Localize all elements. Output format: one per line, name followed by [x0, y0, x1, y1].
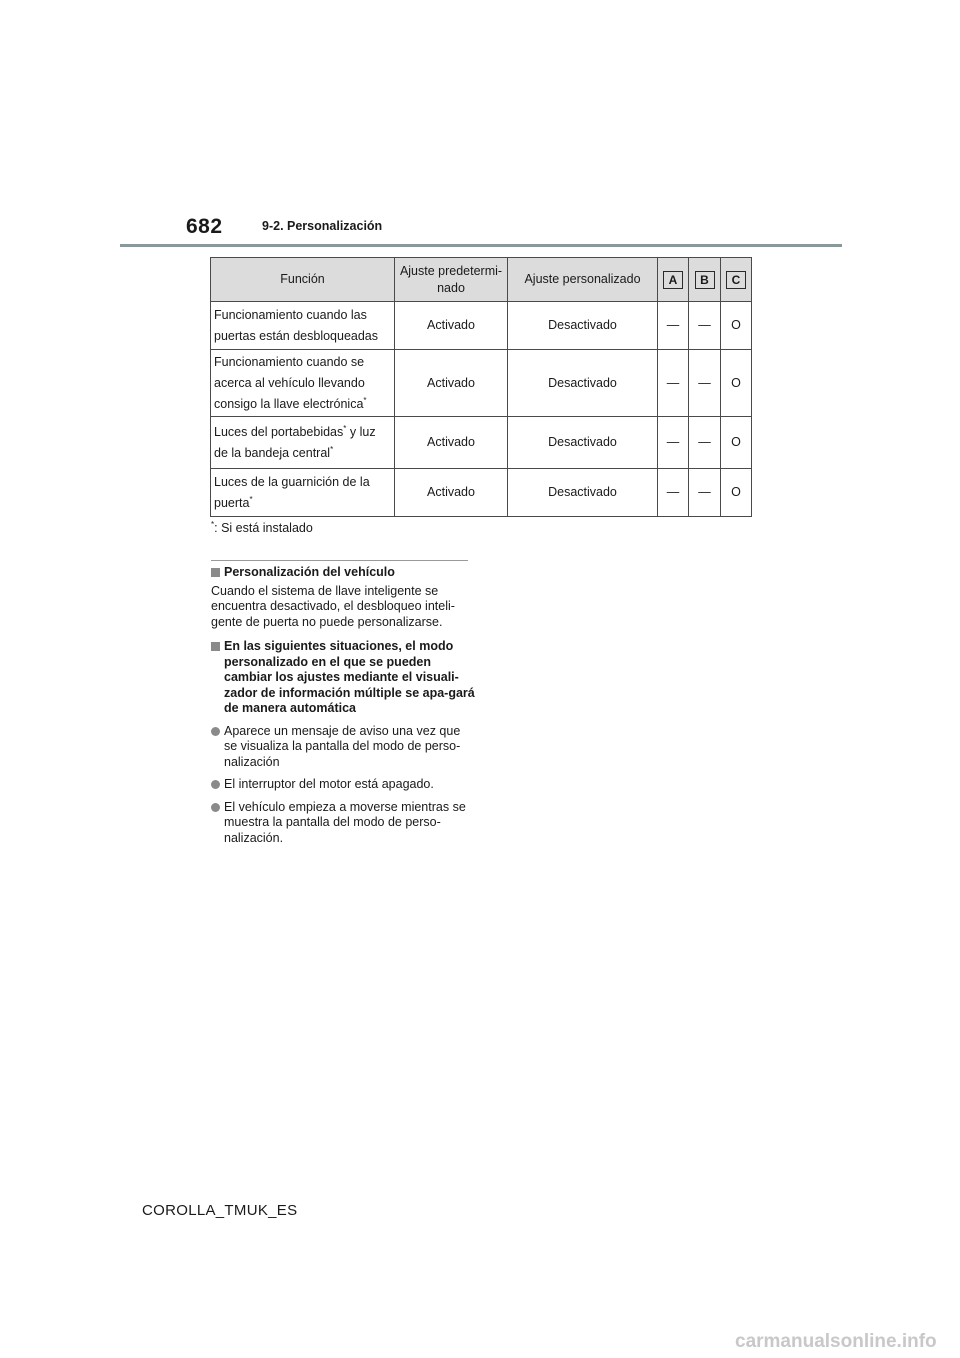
header-b	[689, 258, 721, 302]
table-row	[211, 417, 752, 469]
table-row	[211, 469, 752, 517]
c-cell: O	[721, 302, 752, 350]
subheading-auto-off: En las siguientes situaciones, el modo personalizado en el que se pueden cambiar los ajustes mediante el visuali-zador de información múltiple se apa-gará de manera automática	[211, 639, 476, 717]
square-bullet-icon	[211, 568, 220, 577]
default-cell: Activado	[395, 469, 508, 517]
a-box-icon: A	[663, 271, 683, 289]
a-cell: —	[658, 350, 689, 417]
section-divider	[211, 560, 468, 561]
custom-cell: Desactivado	[508, 302, 658, 350]
a-cell: —	[658, 302, 689, 350]
function-cell: Luces de la guarnición de la puerta*	[211, 469, 395, 517]
b-cell: —	[689, 417, 721, 469]
circle-bullet-icon	[211, 727, 220, 736]
a-cell: —	[658, 417, 689, 469]
document-code: COROLLA_TMUK_ES	[142, 1202, 298, 1219]
b-cell: —	[689, 302, 721, 350]
function-cell: Funcionamiento cuando se acerca al vehículo llevando consigo la llave electrónica*	[211, 350, 395, 417]
notes-body	[211, 565, 476, 846]
subheading-vehicle: Personalización del vehículo	[211, 565, 476, 581]
square-bullet-icon	[211, 642, 220, 651]
list-item: El vehículo empieza a moverse mientras se muestra la pantalla del modo de perso-nalización.	[211, 800, 476, 847]
default-cell: Activado	[395, 350, 508, 417]
c-cell: O	[721, 350, 752, 417]
table-header-row	[211, 258, 752, 302]
c-box-icon: C	[726, 271, 746, 289]
header-c	[721, 258, 752, 302]
footnote: *: Si está instalado	[211, 519, 313, 535]
page-number: 682	[186, 215, 223, 238]
default-cell: Activado	[395, 417, 508, 469]
function-cell: Funcionamiento cuando las puertas están desbloqueadas	[211, 302, 395, 350]
settings-table	[210, 257, 752, 517]
circle-bullet-icon	[211, 803, 220, 812]
c-cell: O	[721, 417, 752, 469]
b-box-icon: B	[695, 271, 715, 289]
list-item: El interruptor del motor está apagado.	[211, 777, 476, 793]
table-row	[211, 302, 752, 350]
list-item: Aparece un mensaje de aviso una vez que se visualiza la pantalla del modo de perso-nalización	[211, 724, 476, 771]
a-cell: —	[658, 469, 689, 517]
header-function: Función	[211, 258, 395, 302]
b-cell: —	[689, 350, 721, 417]
header-default: Ajuste predetermi- nado	[395, 258, 508, 302]
custom-cell: Desactivado	[508, 417, 658, 469]
header-custom: Ajuste personalizado	[508, 258, 658, 302]
default-cell: Activado	[395, 302, 508, 350]
section-title: 9-2. Personalización	[262, 219, 383, 233]
paragraph-vehicle: Cuando el sistema de llave inteligente se encuentra desactivado, el desbloqueo inteli-gente de puerta no puede personalizarse.	[211, 583, 455, 629]
header-rule	[120, 244, 842, 247]
b-cell: —	[689, 469, 721, 517]
watermark: carmanualsonline.info	[735, 1331, 937, 1352]
function-cell: Luces del portabebidas* y luz de la bandeja central*	[211, 417, 395, 469]
header-a	[658, 258, 689, 302]
c-cell: O	[721, 469, 752, 517]
table-row	[211, 350, 752, 417]
custom-cell: Desactivado	[508, 469, 658, 517]
custom-cell: Desactivado	[508, 350, 658, 417]
circle-bullet-icon	[211, 780, 220, 789]
